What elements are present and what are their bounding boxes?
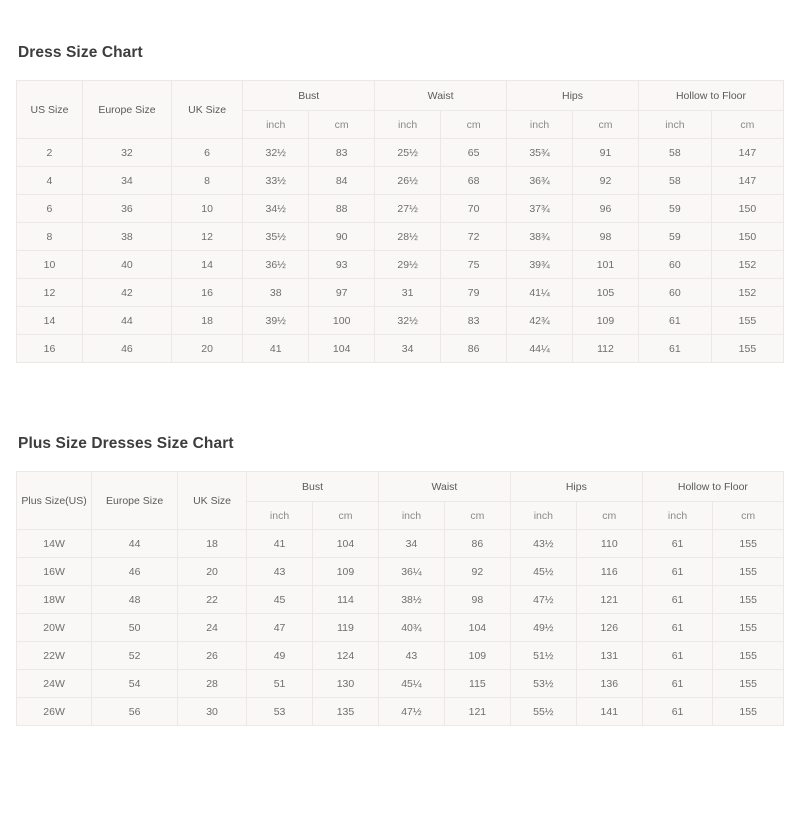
cell: 40¾: [378, 614, 444, 642]
cell: 12: [17, 279, 83, 307]
cell: 38: [243, 279, 309, 307]
cell: 58: [638, 139, 711, 167]
unit-waist-inch: inch: [378, 502, 444, 530]
cell: 92: [573, 167, 639, 195]
cell: 31: [375, 279, 441, 307]
cell: 79: [441, 279, 507, 307]
table-row: [17, 586, 784, 614]
table-row: [17, 698, 784, 726]
cell: 124: [313, 642, 379, 670]
cell: 14: [171, 251, 242, 279]
cell: 34: [378, 530, 444, 558]
table-row: [17, 195, 784, 223]
dress-size-chart-table: [16, 80, 784, 363]
cell: 34: [82, 167, 171, 195]
cell: 155: [713, 586, 784, 614]
cell: 18W: [17, 586, 92, 614]
cell: 30: [178, 698, 247, 726]
column-header-waist: Waist: [378, 472, 510, 502]
cell: 51: [247, 670, 313, 698]
cell: 39½: [243, 307, 309, 335]
cell: 152: [711, 279, 783, 307]
cell: 104: [313, 530, 379, 558]
cell: 34: [375, 335, 441, 363]
cell: 43: [247, 558, 313, 586]
cell: 24: [178, 614, 247, 642]
cell: 109: [313, 558, 379, 586]
cell: 152: [711, 251, 783, 279]
cell: 8: [171, 167, 242, 195]
cell: 45¼: [378, 670, 444, 698]
cell: 47: [247, 614, 313, 642]
cell: 38¾: [507, 223, 573, 251]
cell: 16: [171, 279, 242, 307]
cell: 20W: [17, 614, 92, 642]
table-row: [17, 335, 784, 363]
unit-waist-cm: cm: [441, 111, 507, 139]
cell: 54: [92, 670, 178, 698]
cell: 29½: [375, 251, 441, 279]
cell: 4: [17, 167, 83, 195]
cell: 61: [642, 642, 713, 670]
cell: 60: [638, 279, 711, 307]
page-title-plus-size-chart: Plus Size Dresses Size Chart: [18, 435, 234, 452]
cell: 83: [441, 307, 507, 335]
cell: 96: [573, 195, 639, 223]
cell: 24W: [17, 670, 92, 698]
cell: 10: [171, 195, 242, 223]
cell: 44: [92, 530, 178, 558]
cell: 155: [713, 530, 784, 558]
cell: 155: [713, 558, 784, 586]
cell: 88: [309, 195, 375, 223]
cell: 44¼: [507, 335, 573, 363]
cell: 61: [642, 558, 713, 586]
cell: 16: [17, 335, 83, 363]
cell: 32½: [375, 307, 441, 335]
unit-waist-cm: cm: [444, 502, 510, 530]
cell: 121: [444, 698, 510, 726]
cell: 49½: [510, 614, 576, 642]
cell: 104: [444, 614, 510, 642]
cell: 72: [441, 223, 507, 251]
cell: 61: [642, 530, 713, 558]
column-header-bust: Bust: [247, 472, 379, 502]
cell: 75: [441, 251, 507, 279]
cell: 41¼: [507, 279, 573, 307]
cell: 39¾: [507, 251, 573, 279]
cell: 114: [313, 586, 379, 614]
column-header-waist: Waist: [375, 81, 507, 111]
cell: 38: [82, 223, 171, 251]
unit-hips-cm: cm: [573, 111, 639, 139]
table-row: [17, 139, 784, 167]
cell: 61: [642, 586, 713, 614]
cell: 112: [573, 335, 639, 363]
cell: 61: [642, 698, 713, 726]
cell: 10: [17, 251, 83, 279]
cell: 35½: [243, 223, 309, 251]
cell: 2: [17, 139, 83, 167]
cell: 40: [82, 251, 171, 279]
cell: 155: [713, 614, 784, 642]
cell: 36: [82, 195, 171, 223]
cell: 42: [82, 279, 171, 307]
cell: 116: [576, 558, 642, 586]
table-row: [17, 558, 784, 586]
column-header-europe-size: Europe Size: [92, 472, 178, 530]
cell: 32½: [243, 139, 309, 167]
cell: 46: [92, 558, 178, 586]
cell: 20: [178, 558, 247, 586]
table-row: [17, 167, 784, 195]
cell: 110: [576, 530, 642, 558]
table-row: [17, 670, 784, 698]
cell: 47½: [510, 586, 576, 614]
table-row: [17, 614, 784, 642]
cell: 41: [247, 530, 313, 558]
table-row: [17, 642, 784, 670]
cell: 27½: [375, 195, 441, 223]
unit-hollow-inch: inch: [642, 502, 713, 530]
cell: 61: [638, 307, 711, 335]
cell: 37¾: [507, 195, 573, 223]
cell: 59: [638, 195, 711, 223]
page-title-dress-size-chart: Dress Size Chart: [18, 44, 143, 61]
cell: 14W: [17, 530, 92, 558]
column-header-plus-size-us: Plus Size(US): [17, 472, 92, 530]
cell: 84: [309, 167, 375, 195]
cell: 49: [247, 642, 313, 670]
cell: 59: [638, 223, 711, 251]
table-row: [17, 251, 784, 279]
cell: 155: [713, 698, 784, 726]
cell: 41: [243, 335, 309, 363]
column-header-hollow-to-floor: Hollow to Floor: [638, 81, 783, 111]
unit-hips-cm: cm: [576, 502, 642, 530]
table-row: [17, 307, 784, 335]
cell: 8: [17, 223, 83, 251]
cell: 109: [444, 642, 510, 670]
column-header-us-size: US Size: [17, 81, 83, 139]
cell: 52: [92, 642, 178, 670]
cell: 150: [711, 223, 783, 251]
unit-hollow-inch: inch: [638, 111, 711, 139]
cell: 44: [82, 307, 171, 335]
cell: 38½: [378, 586, 444, 614]
cell: 28: [178, 670, 247, 698]
table-row: [17, 279, 784, 307]
cell: 147: [711, 139, 783, 167]
cell: 36¼: [378, 558, 444, 586]
cell: 18: [178, 530, 247, 558]
column-header-hips: Hips: [510, 472, 642, 502]
cell: 68: [441, 167, 507, 195]
cell: 35¾: [507, 139, 573, 167]
cell: 20: [171, 335, 242, 363]
cell: 33½: [243, 167, 309, 195]
unit-hollow-cm: cm: [713, 502, 784, 530]
cell: 6: [17, 195, 83, 223]
cell: 28½: [375, 223, 441, 251]
cell: 6: [171, 139, 242, 167]
cell: 26W: [17, 698, 92, 726]
cell: 36¾: [507, 167, 573, 195]
column-header-uk-size: UK Size: [171, 81, 242, 139]
cell: 119: [313, 614, 379, 642]
cell: 115: [444, 670, 510, 698]
cell: 105: [573, 279, 639, 307]
cell: 136: [576, 670, 642, 698]
cell: 45: [247, 586, 313, 614]
cell: 55½: [510, 698, 576, 726]
cell: 104: [309, 335, 375, 363]
cell: 155: [711, 335, 783, 363]
cell: 61: [642, 670, 713, 698]
cell: 14: [17, 307, 83, 335]
cell: 53½: [510, 670, 576, 698]
cell: 126: [576, 614, 642, 642]
column-header-europe-size: Europe Size: [82, 81, 171, 139]
cell: 130: [313, 670, 379, 698]
cell: 22W: [17, 642, 92, 670]
cell: 135: [313, 698, 379, 726]
unit-waist-inch: inch: [375, 111, 441, 139]
table-row: [17, 223, 784, 251]
cell: 61: [642, 614, 713, 642]
cell: 121: [576, 586, 642, 614]
cell: 98: [573, 223, 639, 251]
cell: 48: [92, 586, 178, 614]
cell: 26: [178, 642, 247, 670]
cell: 86: [441, 335, 507, 363]
cell: 155: [713, 642, 784, 670]
unit-hips-inch: inch: [507, 111, 573, 139]
cell: 91: [573, 139, 639, 167]
section-spacer: [16, 363, 784, 435]
cell: 32: [82, 139, 171, 167]
cell: 36½: [243, 251, 309, 279]
cell: 26½: [375, 167, 441, 195]
cell: 61: [638, 335, 711, 363]
cell: 92: [444, 558, 510, 586]
cell: 12: [171, 223, 242, 251]
cell: 101: [573, 251, 639, 279]
unit-hollow-cm: cm: [711, 111, 783, 139]
table-header-row: [17, 81, 784, 111]
cell: 97: [309, 279, 375, 307]
cell: 45½: [510, 558, 576, 586]
unit-hips-inch: inch: [510, 502, 576, 530]
column-header-hollow-to-floor: Hollow to Floor: [642, 472, 783, 502]
cell: 141: [576, 698, 642, 726]
cell: 131: [576, 642, 642, 670]
cell: 18: [171, 307, 242, 335]
column-header-bust: Bust: [243, 81, 375, 111]
cell: 65: [441, 139, 507, 167]
unit-bust-inch: inch: [247, 502, 313, 530]
cell: 70: [441, 195, 507, 223]
cell: 100: [309, 307, 375, 335]
cell: 25½: [375, 139, 441, 167]
cell: 16W: [17, 558, 92, 586]
cell: 43½: [510, 530, 576, 558]
cell: 83: [309, 139, 375, 167]
cell: 22: [178, 586, 247, 614]
cell: 46: [82, 335, 171, 363]
cell: 56: [92, 698, 178, 726]
bottom-spacer: [16, 726, 784, 816]
column-header-hips: Hips: [507, 81, 639, 111]
plus-size-chart-table: [16, 471, 784, 726]
cell: 109: [573, 307, 639, 335]
cell: 47½: [378, 698, 444, 726]
cell: 86: [444, 530, 510, 558]
cell: 90: [309, 223, 375, 251]
unit-bust-cm: cm: [309, 111, 375, 139]
cell: 50: [92, 614, 178, 642]
cell: 155: [713, 670, 784, 698]
cell: 51½: [510, 642, 576, 670]
cell: 58: [638, 167, 711, 195]
cell: 98: [444, 586, 510, 614]
cell: 42¾: [507, 307, 573, 335]
column-header-uk-size: UK Size: [178, 472, 247, 530]
unit-bust-inch: inch: [243, 111, 309, 139]
cell: 93: [309, 251, 375, 279]
cell: 60: [638, 251, 711, 279]
cell: 150: [711, 195, 783, 223]
cell: 34½: [243, 195, 309, 223]
cell: 43: [378, 642, 444, 670]
table-row: [17, 530, 784, 558]
cell: 155: [711, 307, 783, 335]
unit-bust-cm: cm: [313, 502, 379, 530]
cell: 147: [711, 167, 783, 195]
table-header-row: [17, 472, 784, 502]
cell: 53: [247, 698, 313, 726]
